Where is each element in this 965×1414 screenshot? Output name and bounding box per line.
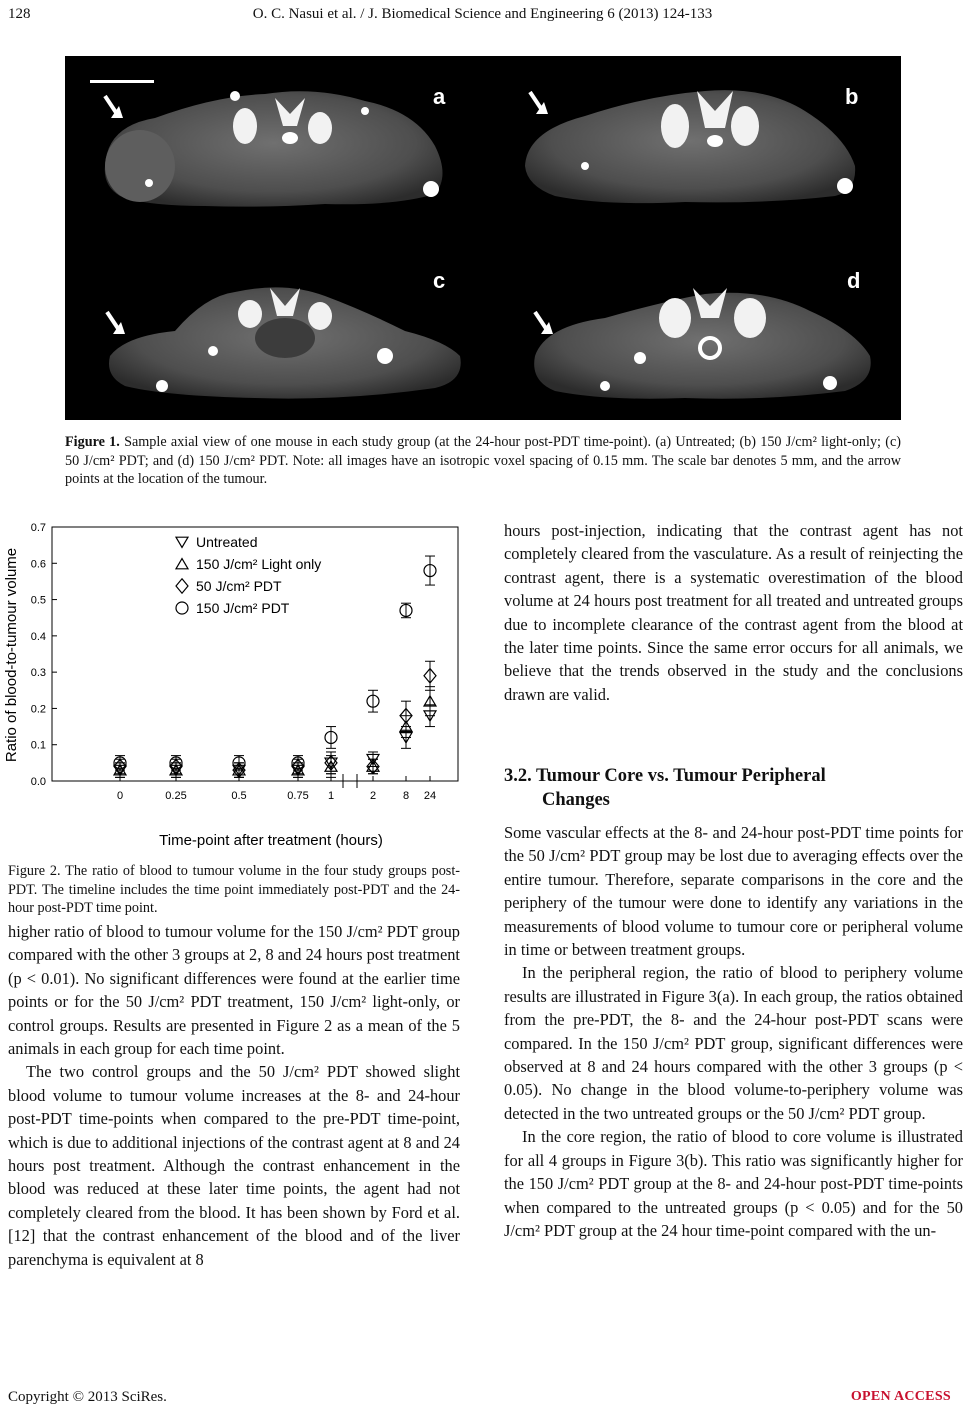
legend-label: 50 J/cm² PDT	[196, 578, 282, 594]
x-tick-label: 0	[116, 790, 124, 802]
y-tick-label: 0.2	[30, 703, 46, 716]
figure-1-caption	[65, 433, 901, 489]
figure-1-ct-image	[65, 56, 901, 420]
legend-marker-circle	[176, 602, 188, 614]
panel-label-c: c	[433, 268, 446, 293]
right-column-top	[504, 519, 963, 706]
right-paragraph-3: In the core region, the ratio of blood to core volume is illustrated for all 4 groups in Figure 3(b). This ratio was significantly higher for the 150 J/cm² PDT group at the 8- and 24-hour post-PDT time-points when compared to the untreated groups (p < 0.05) and for the 50 J/cm² PDT group at the 24 hour time-point compared with the un-	[504, 1127, 963, 1240]
figure-2-caption-label: Figure 2.	[8, 863, 61, 879]
right-paragraph-2: In the peripheral region, the ratio of blood to periphery volume results are illustrated in Figure 3(a). In each group, the ratios obtained from the pre-PDT, the 8- and the 24-hour post-PDT scans were compared. In the 150 J/cm² PDT group, significant differences were observed at 8 and 24 hours compared with the other 3 groups (p < 0.05). No change in the blood volume-to-periphery volume was detected in the two untreated groups or the 50 J/cm² PDT group.	[504, 963, 963, 1123]
x-tick-label: 8	[402, 790, 410, 802]
legend-marker-triangle-down	[176, 537, 188, 547]
figure-2-caption	[8, 862, 460, 918]
y-tick-label: 0.0	[30, 776, 46, 788]
chart-svg	[0, 515, 470, 850]
panel-label-b: b	[845, 84, 859, 109]
page-number: 128	[8, 6, 31, 22]
figure-1-caption-label: Figure 1.	[65, 434, 120, 450]
y-tick-label: 0.3	[30, 667, 46, 680]
left-paragraph-1: higher ratio of blood to tumour volume for the 150 J/cm² PDT group compared with the other 3 groups at 2, 8 and 24 hours post treatment (p < 0.01). No significant differences were found at the earlier time points or for the 50 J/cm² PDT treatment, 150 J/cm² light-only, or control groups. Results are presented in Figure 2 as a mean of the 5 animals in each group for each time point.	[8, 922, 460, 1059]
right-paragraph-1: Some vascular effects at the 8- and 24-hour post-PDT time points for the 50 J/cm² PDT group may be lost due to averaging effects over the entire tumour. Therefore, separate comparisons in the core and the periphery of the tumour were done to identify any variations in the measurements of blood volume to tumour core or peripheral volume in time or between treatment groups.	[504, 823, 963, 960]
panel-a-mouse	[105, 91, 443, 207]
left-column	[8, 920, 460, 1271]
panel-label-a: a	[433, 84, 446, 109]
figure-2-caption-text: The ratio of blood to tumour volume in the four study groups post-PDT. The timeline includes the time point immediately post-PDT and the 24-hour post-PDT time point.	[8, 863, 460, 916]
scale-bar	[90, 80, 154, 83]
legend-label: 150 J/cm² PDT	[196, 600, 290, 616]
panel-label-d: d	[847, 268, 861, 293]
arrow-icon-c	[107, 312, 125, 334]
panel-b-mouse	[525, 90, 855, 203]
legend-marker-triangle-up	[176, 559, 188, 569]
x-tick-label: 2	[369, 790, 377, 802]
x-tick-label: 0.75	[287, 790, 309, 802]
section-heading	[504, 764, 963, 812]
y-tick-label: 0.4	[30, 630, 46, 643]
open-access-label: OPEN ACCESS	[850, 1389, 951, 1404]
ct-panels	[65, 56, 901, 420]
x-tick-label: 24	[423, 790, 437, 802]
y-tick-label: 0.7	[30, 522, 46, 534]
section-heading-line2: Changes	[542, 790, 610, 810]
panel-c-mouse	[109, 287, 461, 398]
running-title: O. C. Nasui et al. / J. Biomedical Science and Engineering 6 (2013) 124-133	[252, 6, 713, 22]
copyright: Copyright © 2013 SciRes.	[8, 1389, 167, 1405]
right-column-bottom	[504, 821, 963, 1242]
x-axis-label: Time-point after treatment (hours)	[159, 832, 383, 849]
figure-1-caption-text: Sample axial view of one mouse in each study group (at the 24-hour post-PDT time-point). (a) Untreated; (b) 150 J/cm² light-only; (c) 50 J/cm² PDT; and (d) 150 J/cm² PDT. Note: all images have an isotropic voxel spacing of 0.15 mm. The scale bar denotes 5 mm, and the arrow points at the location of the tumour.	[65, 434, 901, 487]
right-paragraph-0: hours post-injection, indicating that the contrast agent has not completely cleared from the vasculature. As a result of reinjecting the contrast agent, there is a systematic overestimation of the blood volume at 24 hours post treatment for all treated and untreated groups due to incomplete clearance of the contrast agent from the blood at the later time points. Since the same error occurs for all animals, we believe that the trends observed in the study and the conclusions drawn are valid.	[504, 521, 963, 704]
legend-label: 150 J/cm² Light only	[196, 556, 322, 572]
x-tick-label: 0.25	[165, 790, 187, 802]
section-heading-line1: 3.2. Tumour Core vs. Tumour Peripheral	[504, 766, 826, 786]
figure-2-chart	[0, 515, 470, 850]
x-tick-label: 0.5	[231, 790, 247, 802]
arrow-icon-b	[530, 92, 548, 114]
legend-marker-diamond	[176, 579, 188, 593]
x-tick-label: 1	[327, 790, 335, 802]
left-paragraph-2: The two control groups and the 50 J/cm² PDT showed slight blood volume to tumour volume increases at the 8- and 24-hour post-PDT time-points when compared to the pre-PDT time-point, which is due to additional injections of the contrast agent at 8 and 24 hours post treatment. Although the contrast enhancement in the blood was reduced at these later time points, the agent had not completely cleared from the blood. It has been shown by Ford et al. [12] that the contrast enhancement of the blood and of the liver parenchyma is equivalent at 8	[8, 1062, 460, 1269]
arrow-icon-d	[535, 312, 553, 334]
legend-label: Untreated	[196, 534, 258, 550]
y-tick-label: 0.1	[30, 739, 46, 752]
y-tick-label: 0.5	[30, 594, 46, 607]
panel-d-mouse	[534, 288, 871, 399]
arrow-icon-a	[105, 96, 123, 118]
y-tick-label: 0.6	[30, 558, 46, 571]
y-axis-label: Ratio of blood-to-tumour volume	[3, 547, 20, 763]
